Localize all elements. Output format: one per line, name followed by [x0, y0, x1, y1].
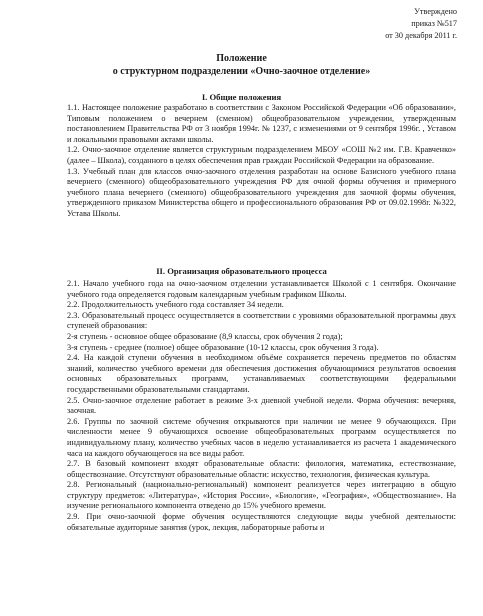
- paragraph-2-9: 2.9. При очно-заочной форме обучения осуществляются следующие виды учебной деятельности: обязательные аудиторные занятия (урок, лекция, лабораторные работы и: [67, 512, 456, 532]
- section-2-body: [67, 279, 456, 533]
- paragraph-1-2: 1.2. Очно-заочное отделение является структурным подразделением МБОУ «СОШ №2 им. Г.В. Кравченко» (далее – Школа), созданного в целях обеспечения прав граждан Российской Федерации на образование.: [67, 145, 456, 165]
- section-2-heading: II. Организация образовательного процесса: [156, 266, 327, 276]
- section-1-body: [67, 103, 456, 220]
- approval-line-order: приказ №517: [411, 19, 457, 28]
- paragraph-2-5: 2.5. Очно-заочное отделение работает в режиме 3-х дневной учебной недели. Форма обучения: вечерняя, заочная.: [67, 395, 456, 416]
- approval-line-approved: Утверждено: [414, 7, 457, 16]
- section-1-heading: I. Общие положения: [201, 92, 282, 102]
- paragraph-2-3-level-2: 2-я ступень - основное общее образование (8,9 классы, срок обучения 2 года);: [67, 331, 343, 341]
- paragraph-1-3: 1.3. Учебный план для классов очно-заочного отделения разработан на основе Базисного учебного плана вечернего (сменного) общеобразовательного учреждения РФ для очной формы обучения и примерного учебного плана вечернего (сменного) общеобразовательного учреждения для заочной формы обучения, утвержденного приказом Министерства общего и профессионального образования РФ от 09.02.1998г. №322, Устава Школы.: [67, 166, 456, 218]
- paragraph-2-7: 2.7. В базовый компонент входят образовательные области: филология, математика, естествознание, обществознание. Отсутствуют образовательные области: искусство, технология, физическая культура.: [67, 459, 456, 479]
- approval-stamp: [317, 6, 457, 42]
- approval-line-date: от 30 декабря 2011 г.: [385, 31, 457, 40]
- document-subtitle: о структурном подразделении «Очно-заочное отделение»: [112, 66, 371, 77]
- paragraph-2-4: 2.4. На каждой ступени обучения в необходимом объёме сохраняется перечень предметов по областям знаний, количество учебного времени для обеспечения достижения обучающимися результатов освоения основных образовательных программ, устанавливаемых соответствующими федеральными государственными образовательными стандартами.: [67, 353, 456, 394]
- paragraph-2-2: 2.2. Продолжительность учебного года составляет 34 недели.: [67, 300, 284, 310]
- paragraph-2-3: 2.3. Образовательный процесс осуществляется в соответствии с уровнями образовательной программы двух ступеней образования:: [67, 310, 456, 331]
- paragraph-2-8: 2.8. Региональный (национально-региональный) компонент реализуется через интеграцию в общую структуру предметов: «Литература», «История России», «Биология», «География», «Обществознание». На изучение регионального компонента отведено до 15% учебного времени.: [67, 480, 456, 511]
- paragraph-1-1: 1.1. Настоящее положение разработано в соответствии с Законом Российской Федерации «Об образовании», Типовым положением о вечернем (сменном) общеобразовательном учреждении, утвержденным постановлением Правительства РФ от 3 ноября 1994г. № 1237, с изменениями от 9 сентября 1996г. , Уставом и локальными правовыми актами школы.: [67, 103, 456, 144]
- paragraph-2-1: 2.1. Начало учебного года на очно-заочном отделении устанавливается Школой с 1 сентября. Окончание учебного года определяется годовым календарным учебным графиком Школы.: [67, 279, 456, 299]
- paragraph-2-3-level-3: 3-я ступень - среднее (полное) общее образование (10-12 классы, срок обучения 3 года).: [67, 342, 379, 352]
- document-title: Положение: [216, 53, 267, 64]
- paragraph-2-6: 2.6. Группы по заочной системе обучения открываются при наличии не менее 9 обучающихся. При численности менее 9 обучающихся освоение общеобразовательных программ осуществляется по индивидуальному плану, количество учебных часов в неделю устанавливается из расчета 1 академического часа на каждого обучающегося на все виды работ.: [67, 416, 456, 458]
